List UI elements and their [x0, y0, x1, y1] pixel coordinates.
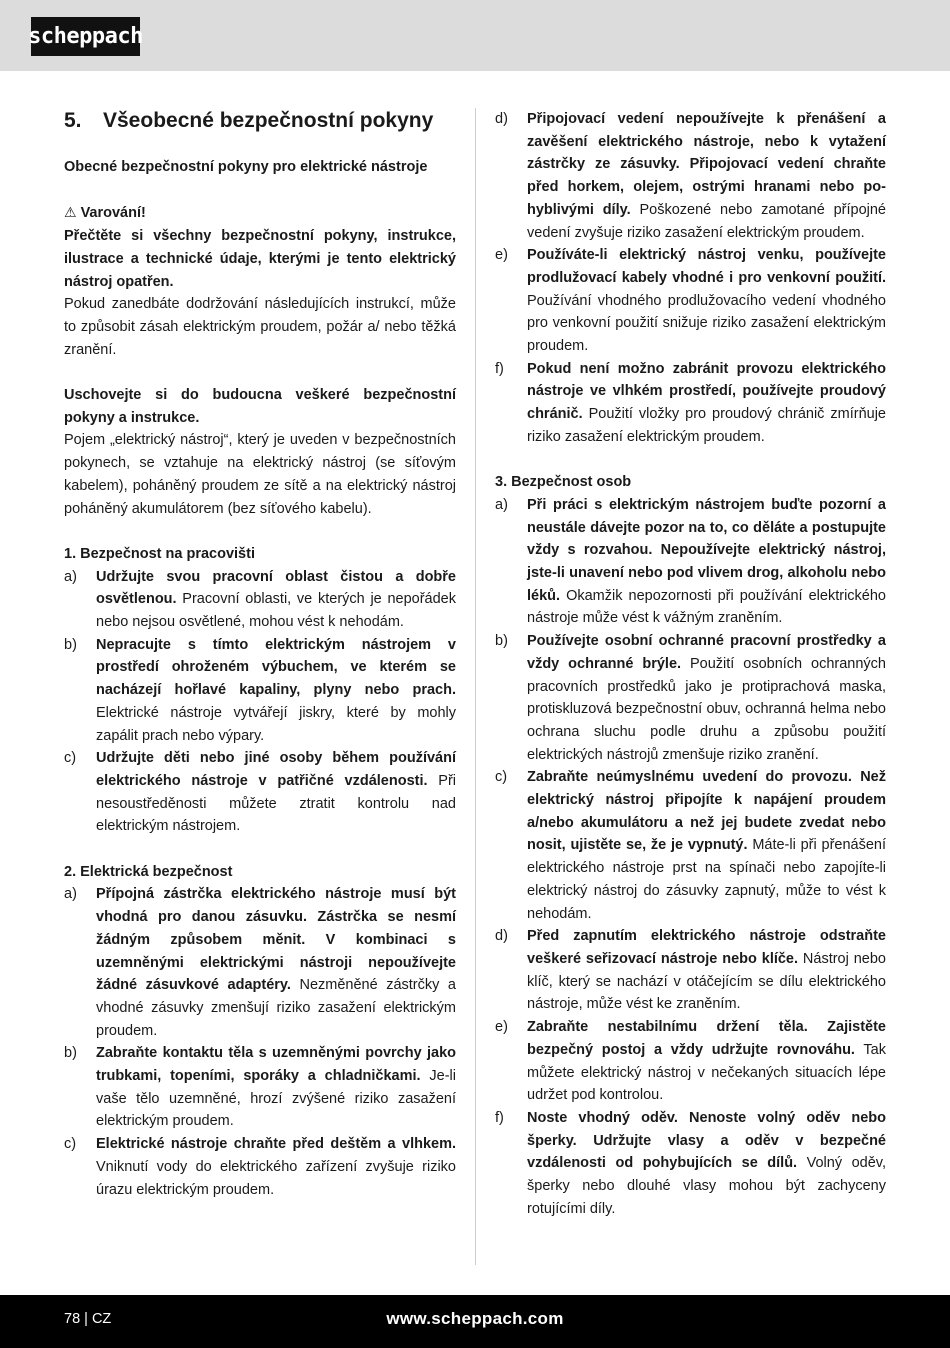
list-item-normal-text: Používání vhodného prodlužovacího vedení vhodného pro venkovní použití snižuje riziko zasažení elektrickým proudem.	[527, 292, 886, 355]
list-item-label: c)	[64, 1136, 77, 1153]
list-item-bold-text: Noste vhodný oděv. Nenoste volný oděv nebo šperky. Udržujte vlasy a oděv v bezpečné vzdálenosti od pohybujících se dílů.	[527, 1109, 886, 1172]
section-1-list	[64, 566, 456, 838]
right-column	[495, 108, 886, 1220]
list-item	[495, 1016, 886, 1107]
list-item	[64, 883, 456, 1042]
list-item-label: a)	[495, 496, 508, 513]
column-divider	[475, 108, 476, 1265]
list-item-bold-text: Používejte osobní ochranné pracovní prostředky a vždy ochranné brýle.	[527, 633, 886, 672]
list-item-normal-text: Nezměněné zástrčky a vhodné zásuvky zmenšují riziko zasažení elektrickým proudem.	[96, 977, 456, 1039]
list-item-label: f)	[495, 360, 504, 377]
list-item-normal-text: Použití vložky pro proudový chránič zmírňuje riziko zasažení elektrickým proudem.	[527, 406, 886, 445]
warning-triangle-icon: ⚠	[64, 204, 77, 221]
list-item	[64, 566, 456, 634]
list-item-label: a)	[64, 886, 77, 903]
list-item	[495, 358, 886, 449]
list-item-text	[527, 494, 886, 630]
list-item-label: b)	[495, 633, 508, 650]
section-title	[64, 108, 456, 134]
list-item-text	[527, 358, 886, 449]
list-item-label: e)	[495, 1019, 508, 1036]
list-item-bold-text: Udržujte děti nebo jiné osoby během používání elektrického nástroje v patřičné vzdálenosti.	[96, 750, 456, 789]
section-number: 5.	[64, 109, 82, 132]
website-link[interactable]: www.scheppach.com	[386, 1309, 564, 1328]
list-item-bold-text: Zabraňte neúmyslnému uvedení do provozu. Než elektrický nástroj připojíte k napájení proudem a/nebo akumulátoru a než jej budete zvedat nebo nosit, ujistěte se, že je vypnutý.	[527, 769, 886, 854]
section-2-title: 2. Elektrická bezpečnost	[64, 863, 233, 880]
list-item-normal-text: Tak můžete elektrický nástroj v nečekaných situacích lépe udržet pod kontrolou.	[527, 1041, 886, 1104]
section-2-list	[64, 883, 456, 1201]
list-item-text	[96, 883, 456, 1042]
list-item-text	[96, 566, 456, 634]
list-item-normal-text: Pracovní oblasti, ve kterých je nepořádek nebo nejsou osvětlené, mohou vést k nehodám.	[96, 591, 456, 631]
list-item-normal-text: Je-li vaše tělo uzemněné, hrozí zvýšené riziko zasažení elektrickým proudem.	[96, 1068, 456, 1130]
list-item-normal-text: Volný oděv, šperky nebo dlouhé vlasy mohou být zachyceny rotujícími díly.	[527, 1155, 886, 1217]
subtitle: Obecné bezpečnostní pokyny pro elektrické nástroje	[64, 159, 428, 175]
list-item-label: d)	[495, 928, 508, 945]
keep-instructions-bold: Uschovejte si do budoucna veškeré bezpečnostní pokyny a instrukce.	[64, 387, 456, 426]
brand-logo	[28, 17, 143, 56]
list-item-bold-text: Udržujte svou pracovní oblast čistou a dobře osvětlenou.	[96, 568, 456, 608]
list-item-bold-text: Používáte-li elektrický nástroj venku, používejte prodlužovací kabely vhodné i pro venkovní použití.	[527, 247, 886, 286]
brand-logo-text: scheppach	[28, 24, 143, 49]
list-item	[495, 494, 886, 630]
list-item-bold-text: Elektrické nástroje chraňte před deštěm a vlhkem.	[96, 1136, 456, 1153]
list-item-label: d)	[495, 111, 508, 127]
list-item-label: b)	[64, 1045, 77, 1062]
page-number: 78 | CZ	[64, 1311, 112, 1327]
list-item-bold-text: Nepracujte s tímto elektrickým nástrojem v prostředí ohroženém výbuchem, ve kterém se nacházejí hořlavé kapaliny, plyny nebo prach.	[96, 636, 456, 699]
list-item-text	[527, 766, 886, 925]
list-item	[495, 925, 886, 1016]
keep-instructions-text: Pojem „elektrický nástroj“, který je uveden v bezpečnostních pokynech, se vztahuje na elektrický nástroj (se síťovým kabelem), poháněný proudem ze sítě a na elektrický nástroj poháněný akumulátorem (bez síťového kabelu).	[64, 432, 456, 517]
list-item-bold-text: Zabraňte kontaktu těla s uzemněnými povrchy jako trubkami, topeními, sporáky a chladničkami.	[96, 1045, 456, 1085]
list-item-bold-text: Zabraňte nestabilnímu držení těla. Zajistěte bezpečný postoj a vždy udržujte rovnováhu.	[527, 1019, 886, 1058]
section-2-list-continued	[495, 108, 886, 449]
list-item-label: b)	[64, 636, 77, 653]
list-item	[495, 244, 886, 358]
list-item-bold-text: Pokud není možno zabránit provozu elektrického nástroje ve vlhkém prostředí, používejte proudový chránič.	[527, 360, 886, 423]
section-title-text: Všeobecné bezpečnostní pokyny	[103, 109, 434, 132]
list-item-normal-text: Použití osobních ochranných pracovních prostředků jako je protiprachová maska, protiskluzová bezpečnostní obuv, ochranná helma nebo ochrana sluchu podle druhu a způsobu použití elektrických nástrojů zmenšuje riziko zranění.	[527, 655, 886, 763]
list-item	[64, 634, 456, 748]
list-item-bold-text: Připojovací vedení nepoužívejte k přenášení a zavěšení elektrického nástroje, nebo k vytažení zástrčky ze zásuvky. Připojovací vedení chraňte před horkem, olejem, ostrými hranami nebo pohyblivými díly.	[527, 111, 886, 218]
list-item-bold-text: Přípojná zástrčka elektrického nástroje musí být vhodná pro danou zásuvku. Zástrčka se nesmí žádným způsobem měnit. V kombinaci s uzemněnými elektrickými nástroji nepoužívejte žádné zásuvkové adaptéry.	[96, 886, 456, 994]
list-item-bold-text: Při práci s elektrickým nástrojem buďte pozorní a neustále dávejte pozor na to, co děláte a postupujte vždy s rozvahou. Nepoužívejte elektrický nástroj, jste-li unavení nebo pod vlivem drog, alkoholu nebo léků.	[527, 496, 886, 604]
list-item-normal-text: Máte-li při přenášení elektrického nástroje prst na spínači nebo zapojíte-li elektrický nástroj do zásuvky zapnutý, může to vést k nehodám.	[527, 837, 886, 922]
warning-heading	[64, 201, 456, 225]
section-3-list	[495, 494, 886, 1221]
list-item-normal-text: Poškozené nebo zamotané přípojné vedení zvyšuje riziko zasažení elektrickým proudem.	[527, 201, 886, 241]
list-item	[495, 1107, 886, 1221]
list-item	[64, 1042, 456, 1133]
list-item-label: e)	[495, 247, 508, 264]
list-item-normal-text: Nástroj nebo klíč, který se nachází v otáčejícím se dílu elektrického nástroje, může vést ke zraněním.	[527, 951, 886, 1013]
list-item-bold-text: Před zapnutím elektrického nástroje odstraňte veškeré seřizovací nástroje nebo klíče.	[527, 928, 886, 967]
list-item-normal-text: Okamžik nepozornosti při používání elektrického nástroje může vést k vážným zraněním.	[527, 587, 886, 627]
list-item-text	[527, 1016, 886, 1107]
list-item	[495, 630, 886, 766]
list-item-text	[527, 1107, 886, 1221]
list-item-text	[96, 634, 456, 748]
warning-label: Varování!	[80, 205, 146, 222]
list-item-text	[527, 244, 886, 358]
list-item-text	[527, 108, 886, 244]
list-item-label: c)	[64, 750, 77, 767]
list-item	[64, 1133, 456, 1201]
list-item-normal-text: Elektrické nástroje vytvářejí jiskry, které by mohly zapálit prach nebo výpary.	[96, 704, 456, 744]
list-item-label: f)	[495, 1109, 504, 1126]
list-item-label: c)	[495, 769, 508, 786]
list-item-text	[96, 747, 456, 838]
section-3-title: 3. Bezpečnost osob	[495, 474, 632, 491]
footer-bar	[0, 1295, 950, 1348]
warning-text: Pokud zanedbáte dodržování následujících instrukcí, může to způsobit zásah elektrickým proudem, požár a/ nebo těžká zranění.	[64, 296, 456, 358]
list-item-normal-text: Vniknutí vody do elektrického zařízení zvyšuje riziko úrazu elektrickým proudem.	[96, 1158, 456, 1198]
list-item-label: a)	[64, 568, 77, 585]
left-column	[64, 108, 456, 1201]
list-item	[64, 747, 456, 838]
warning-bold-text: Přečtěte si všechny bezpečnostní pokyny, instrukce, ilustrace a technické údaje, kterými je tento elektrický nástroj opatřen.	[64, 228, 456, 290]
list-item	[495, 766, 886, 925]
section-1-title: 1. Bezpečnost na pracovišti	[64, 545, 255, 562]
list-item-normal-text: Při nesoustředěnosti můžete ztratit kontrolu nad elektrickým nástrojem.	[96, 772, 456, 835]
list-item-text	[527, 925, 886, 1016]
list-item-text	[96, 1133, 456, 1201]
list-item-text	[96, 1042, 456, 1133]
list-item-text	[527, 630, 886, 766]
list-item	[495, 108, 886, 244]
